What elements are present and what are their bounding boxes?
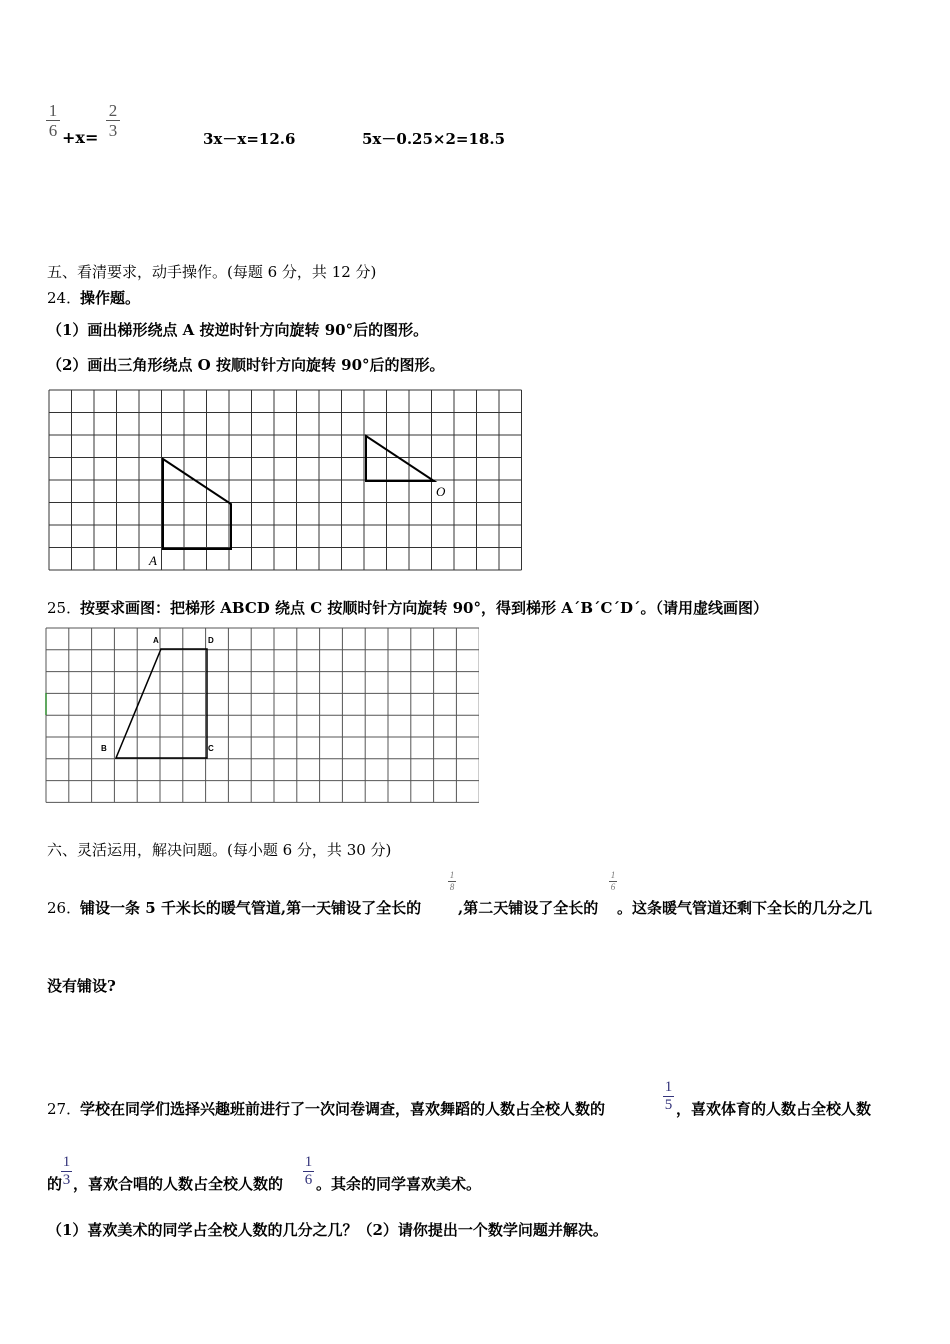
grid-1-figure xyxy=(47,388,527,574)
q26-text-a: 铺设一条 5 千米长的暖气管道,第一天铺设了全长的 xyxy=(80,899,422,917)
point-o-label: O xyxy=(436,484,446,499)
q27-fraction-1-5: 1 5 xyxy=(664,1079,673,1113)
q25-text: 按要求画图：把梯形 ABCD 绕点 C 按顺时针方向旋转 90°，得到梯形 A´B´C´D´。（请用虚线画图） xyxy=(80,599,768,617)
eq1-fraction-2-3: 2 3 xyxy=(106,102,120,139)
point-d-label: D xyxy=(208,636,214,645)
grid-2-figure xyxy=(45,627,479,805)
grid-1-lines xyxy=(49,390,522,570)
q27-fraction-1-6: 1 6 xyxy=(304,1154,313,1188)
q26-line-2: 没有铺设? xyxy=(47,977,116,995)
trapezoid-shape xyxy=(163,459,231,549)
q27-line2-c: 。其余的同学喜欢美术。 xyxy=(316,1175,482,1193)
q27-questions: （1）喜欢美术的同学占全校人数的几分之几？（2）请你提出一个数学问题并解决。 xyxy=(47,1221,608,1239)
q26-number: 26． xyxy=(47,899,82,917)
q24-number: 24． xyxy=(47,289,82,307)
q24-part-1: （1）画出梯形绕点 A 按逆时针方向旋转 90°后的图形。 xyxy=(47,321,429,339)
q26-text-b: ,第二天铺设了全长的 xyxy=(458,899,599,917)
q27-line2-a: 的 xyxy=(47,1175,63,1193)
triangle-shape xyxy=(366,436,434,481)
point-a-label-2: A xyxy=(153,636,159,645)
grid-2-lines xyxy=(46,628,479,802)
q24-part-2: （2）画出三角形绕点 O 按顺时针方向旋转 90°后的图形。 xyxy=(47,356,445,374)
section-5-heading: 五、看清要求，动手操作。(每题 6 分，共 12 分) xyxy=(47,263,377,281)
eq1-fraction-1-6: 1 6 xyxy=(46,102,60,139)
q26-fraction-1-6: 1 6 xyxy=(610,870,616,892)
q26-text-c: 。这条暖气管道还剩下全长的几分之几 xyxy=(617,899,873,917)
trapezoid-abcd xyxy=(116,649,207,758)
q27-line2-b: ，喜欢合唱的人数占全校人数的 xyxy=(73,1175,284,1193)
q27-text-b: ，喜欢体育的人数占全校人数 xyxy=(676,1100,872,1118)
point-b-label: B xyxy=(101,744,107,753)
equation-2: 3x－x=12.6 xyxy=(203,130,296,148)
q27-text-a: 学校在同学们选择兴趣班前进行了一次问卷调查，喜欢舞蹈的人数占全校人数的 xyxy=(80,1100,606,1118)
eq1-mid: +x= xyxy=(62,128,99,147)
q27-number: 27． xyxy=(47,1100,82,1118)
point-a-label: A xyxy=(149,553,157,568)
section-6-heading: 六、灵活运用，解决问题。(每小题 6 分，共 30 分) xyxy=(47,841,392,859)
q24-title: 操作题。 xyxy=(80,289,141,307)
q25-number: 25． xyxy=(47,599,82,617)
point-c-label: C xyxy=(208,744,214,753)
equation-3: 5x－0.25×2=18.5 xyxy=(362,130,506,148)
q26-fraction-1-8: 1 8 xyxy=(449,870,455,892)
q27-fraction-1-3: 1 3 xyxy=(62,1154,71,1188)
